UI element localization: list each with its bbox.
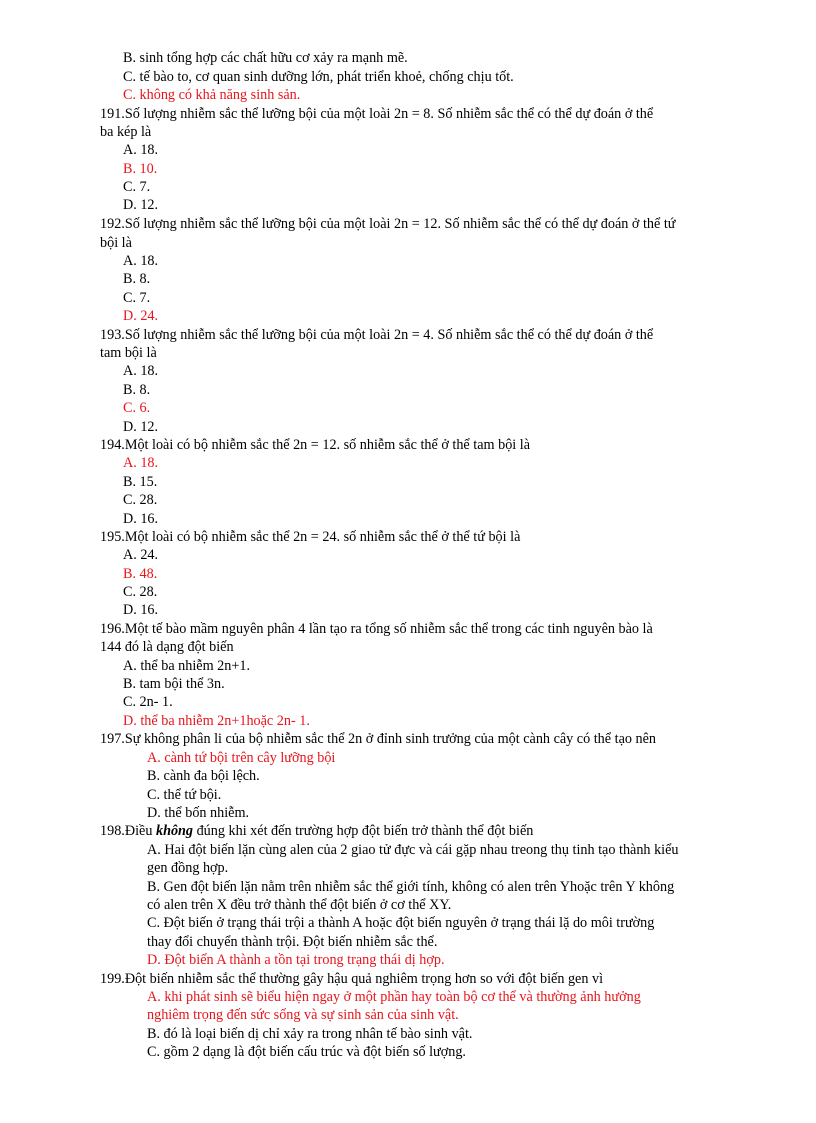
q192-option-c: C. 7. [123,290,151,306]
q196-option-b: B. tam bội thể 3n. [123,676,225,692]
q198-option-b: B. Gen đột biến lặn nằm trên nhiễm sắc thể giới tính, không có alen trên Yhoặc trên Y không [147,879,675,895]
q197-option-c: C. thể tứ bội. [147,787,222,803]
q191-option-a: A. 18. [123,142,159,158]
q191-option-b-answer: B. 10. [123,161,158,177]
q198-option-c-cont: thay đổi chuyển thành trội. Đột biến nhiễm sắc thể. [147,934,438,950]
q195-option-a: A. 24. [123,547,159,563]
q198-option-a: A. Hai đột biến lặn cùng alen của 2 giao tử đực và cái gặp nhau treong thụ tinh tạo thành kiểu [147,842,679,858]
q196-stem-cont: 144 đó là dạng đột biến [100,639,234,655]
q198-option-c: C. Đột biến ở trạng thái trội a thành A hoặc đột biến nguyên ở trạng thái lặ do môi trường [147,915,655,931]
q194-option-d: D. 16. [123,511,159,527]
q198-option-b-cont: có alen trên X đều trở thành thể đột biến ở cơ thể XY. [147,897,452,913]
q190-answer: C. không có khả năng sinh sản. [123,87,301,103]
q194-stem: 194.Một loài có bộ nhiễm sắc thể 2n = 12. số nhiễm sắc thể ở thể tam bội là [100,437,531,453]
q199-option-b: B. đó là loại biến dị chỉ xảy ra trong nhân tế bào sinh vật. [147,1026,473,1042]
q198-option-d-answer: D. Đột biến A thành a tồn tại trong trạng thái dị hợp. [147,952,445,968]
q193-option-d: D. 12. [123,419,159,435]
q199-option-a-answer-cont: nghiêm trọng đến sức sống và sự sinh sản của sinh vật. [147,1007,459,1023]
q195-option-d: D. 16. [123,602,159,618]
q193-option-b: B. 8. [123,382,151,398]
q199-stem: 199.Đột biến nhiễm sắc thể thường gây hậu quả nghiêm trọng hơn so với đột biến gen vì [100,971,604,987]
q194-option-a-answer: A. 18. [123,455,159,471]
q196-option-c: C. 2n- 1. [123,694,173,710]
q196-stem: 196.Một tế bào mầm nguyên phân 4 lần tạo ra tổng số nhiễm sắc thể trong các tinh nguyên bào là [100,621,653,637]
q190-option-b: B. sinh tổng hợp các chất hữu cơ xảy ra mạnh mẽ. [123,50,408,66]
q193-option-a: A. 18. [123,363,159,379]
q198-stem-post: đúng khi xét đến trường hợp đột biến trở thành thể đột biến [193,823,534,839]
q193-stem: 193.Số lượng nhiễm sắc thể lưỡng bội của một loài 2n = 4. Số nhiễm sắc thể có thể dự đoán ở thể [100,327,654,343]
q194-option-c: C. 28. [123,492,158,508]
q197-option-d: D. thể bốn nhiễm. [147,805,250,821]
q191-stem: 191.Số lượng nhiễm sắc thể lưỡng bội của một loài 2n = 8. Số nhiễm sắc thể có thể dự đoán ở thể [100,106,654,122]
q193-option-c-answer: C. 6. [123,400,151,416]
q198-option-a-cont: gen đồng hợp. [147,860,229,876]
q195-option-b-answer: B. 48. [123,566,158,582]
q192-stem: 192.Số lượng nhiễm sắc thể lưỡng bội của một loài 2n = 12. Số nhiễm sắc thể có thể dự đoán ở thể tứ [100,216,676,232]
q195-stem: 195.Một loài có bộ nhiễm sắc thể 2n = 24. số nhiễm sắc thể ở thể tứ bội là [100,529,521,545]
q198-stem [100,822,533,840]
q197-option-a-answer: A. cành tứ bội trên cây lưỡng bội [147,750,336,766]
q199-option-a-answer: A. khi phát sinh sẽ biểu hiện ngay ở một phần hay toàn bộ cơ thể và thường ảnh hưởng [147,989,641,1005]
q197-option-b: B. cành đa bội lệch. [147,768,260,784]
q192-option-d-answer: D. 24. [123,308,159,324]
q198-stem-emphasis: không [155,823,194,839]
q194-option-b: B. 15. [123,474,158,490]
q193-stem-cont: tam bội là [100,345,157,361]
q195-option-c: C. 28. [123,584,158,600]
q196-option-a: A. thể ba nhiễm 2n+1. [123,658,250,674]
q192-stem-cont: bội là [100,235,132,251]
q191-option-d: D. 12. [123,197,159,213]
q192-option-b: B. 8. [123,271,151,287]
q198-stem-pre: 198.Điều [100,823,156,839]
q196-option-d-answer: D. thể ba nhiễm 2n+1hoặc 2n- 1. [123,713,310,729]
q190-option-c: C. tế bào to, cơ quan sinh dưỡng lớn, phát triển khoẻ, chống chịu tốt. [123,69,514,85]
q197-stem: 197.Sự không phân li của bộ nhiễm sắc thể 2n ở đỉnh sinh trưởng của một cành cây có thể tạo nên [100,731,656,747]
q192-option-a: A. 18. [123,253,159,269]
q191-option-c: C. 7. [123,179,151,195]
q199-option-c: C. gồm 2 dạng là đột biến cấu trúc và đột biến số lượng. [147,1044,466,1060]
q191-stem-cont: ba kép là [100,124,152,140]
